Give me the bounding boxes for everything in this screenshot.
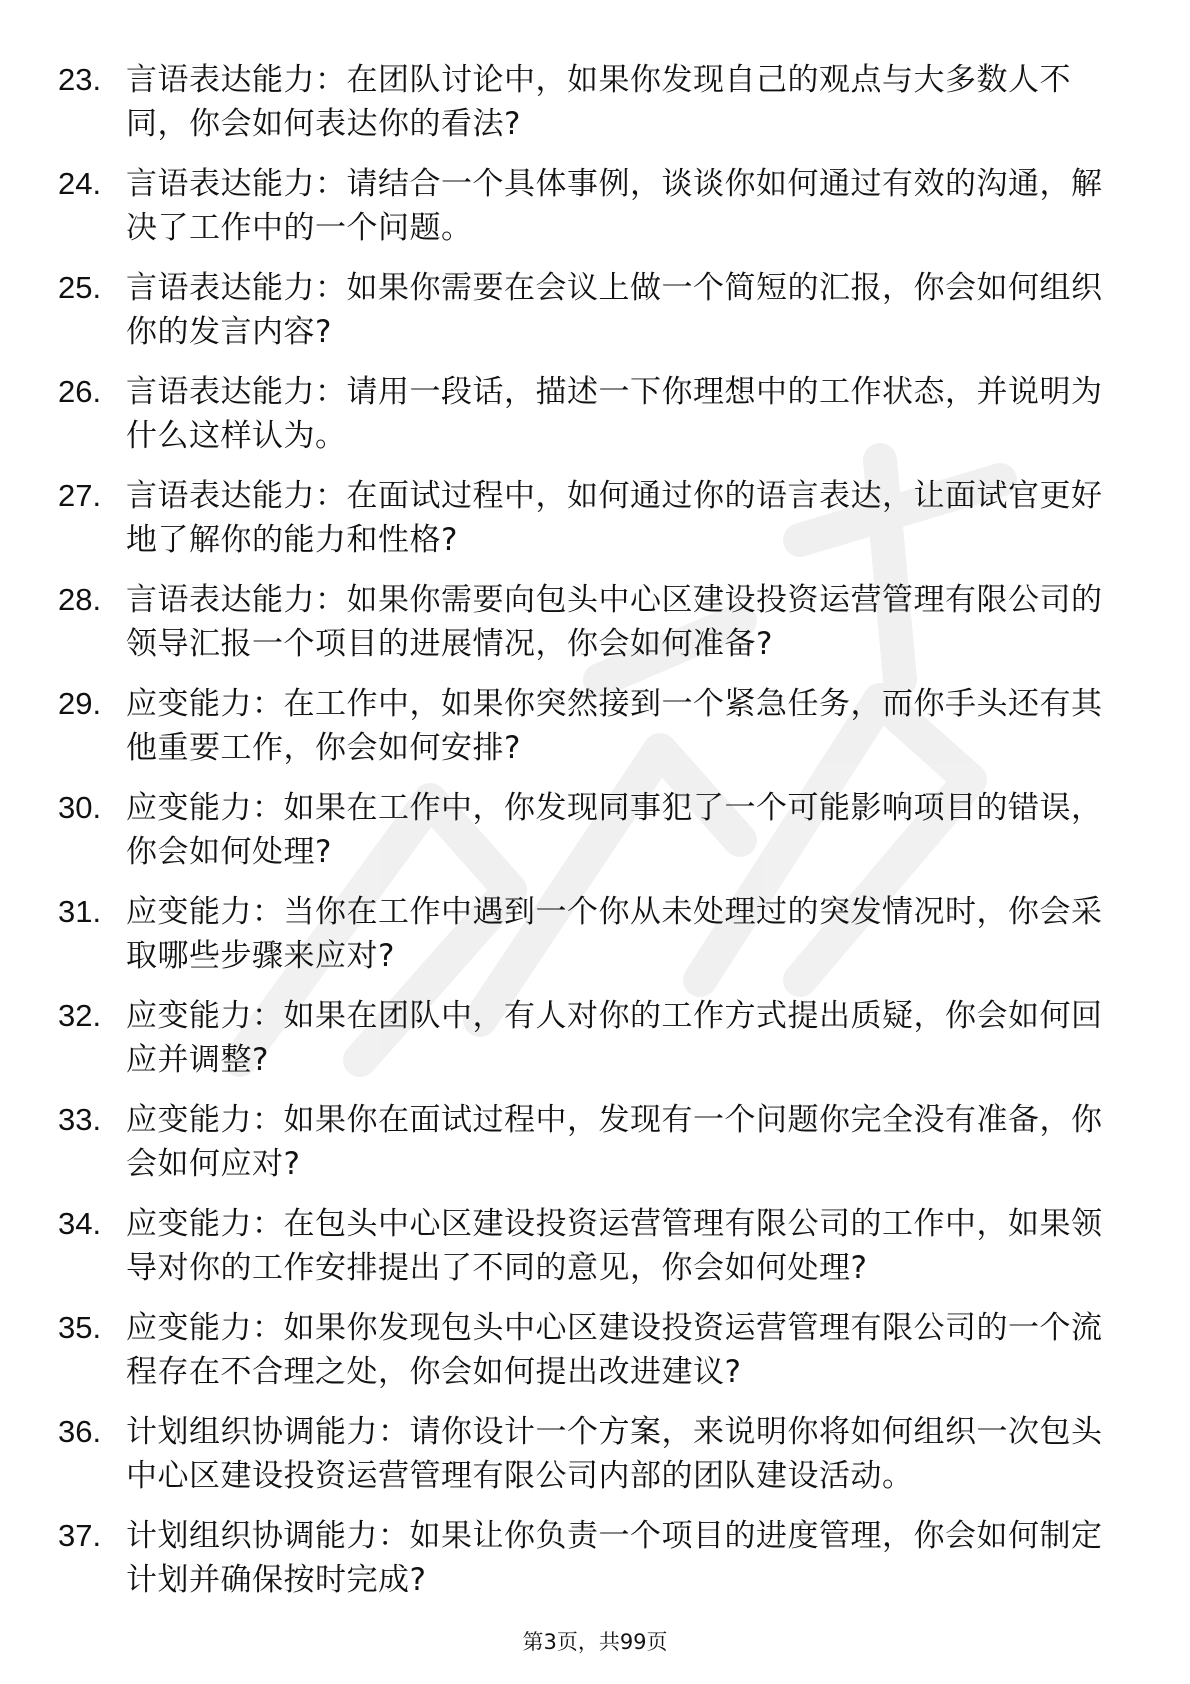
question-text: 应变能力：如果你发现包头中心区建设投资运营管理有限公司的一个流程存在不合理之处，你会如何提出改进建议? [126,1310,1103,1390]
question-text: 言语表达能力：在团队讨论中，如果你发现自己的观点与大多数人不同，你会如何表达你的看法? [126,62,1071,142]
question-text: 应变能力：如果你在面试过程中，发现有一个问题你完全没有准备，你会如何应对? [126,1102,1103,1182]
question-item [58,370,1108,474]
question-number: 24. [58,166,102,201]
question-text: 言语表达能力：如果你需要向包头中心区建设投资运营管理有限公司的领导汇报一个项目的进展情况，你会如何准备? [126,582,1103,662]
question-text: 应变能力：在包头中心区建设投资运营管理有限公司的工作中，如果领导对你的工作安排提出了不同的意见，你会如何处理? [126,1206,1103,1286]
question-item [58,890,1108,994]
question-number: 26. [58,374,102,409]
question-text: 言语表达能力：请用一段话，描述一下你理想中的工作状态，并说明为什么这样认为。 [126,374,1103,454]
question-text: 计划组织协调能力：如果让你负责一个项目的进度管理，你会如何制定计划并确保按时完成? [126,1518,1103,1598]
question-text: 应变能力：如果在工作中，你发现同事犯了一个可能影响项目的错误，你会如何处理? [126,790,1103,870]
question-text: 应变能力：在工作中，如果你突然接到一个紧急任务，而你手头还有其他重要工作，你会如何安排? [126,686,1103,766]
question-text: 言语表达能力：请结合一个具体事例，谈谈你如何通过有效的沟通，解决了工作中的一个问题。 [126,166,1103,246]
question-text: 计划组织协调能力：请你设计一个方案，来说明你将如何组织一次包头中心区建设投资运营管理有限公司内部的团队建设活动。 [126,1414,1103,1494]
question-number: 29. [58,686,102,721]
question-item [58,786,1108,890]
question-number: 23. [58,62,102,97]
question-item [58,578,1108,682]
question-number: 25. [58,270,102,305]
question-number: 32. [58,998,102,1033]
question-text: 应变能力：如果在团队中，有人对你的工作方式提出质疑，你会如何回应并调整? [126,998,1103,1078]
question-number: 37. [58,1518,102,1553]
question-number: 31. [58,894,102,929]
question-text: 应变能力：当你在工作中遇到一个你从未处理过的突发情况时，你会采取哪些步骤来应对? [126,894,1103,974]
question-item [58,682,1108,786]
question-number: 30. [58,790,102,825]
question-item [58,58,1108,162]
question-number: 36. [58,1414,102,1449]
question-item [58,162,1108,266]
page-footer [0,1628,1190,1656]
question-number: 28. [58,582,102,617]
question-item [58,1202,1108,1306]
question-item [58,1306,1108,1410]
question-text: 言语表达能力：在面试过程中，如何通过你的语言表达，让面试官更好地了解你的能力和性格? [126,478,1103,558]
question-item [58,994,1108,1098]
question-item [58,474,1108,578]
question-number: 34. [58,1206,102,1241]
question-item [58,266,1108,370]
question-text: 言语表达能力：如果你需要在会议上做一个简短的汇报，你会如何组织你的发言内容? [126,270,1103,350]
question-number: 33. [58,1102,102,1137]
question-list [58,58,1108,1618]
page-number-label: 第3页，共99页 [522,1630,668,1654]
question-item [58,1514,1108,1618]
question-number: 27. [58,478,102,513]
question-item [58,1410,1108,1514]
question-item [58,1098,1108,1202]
question-number: 35. [58,1310,102,1345]
